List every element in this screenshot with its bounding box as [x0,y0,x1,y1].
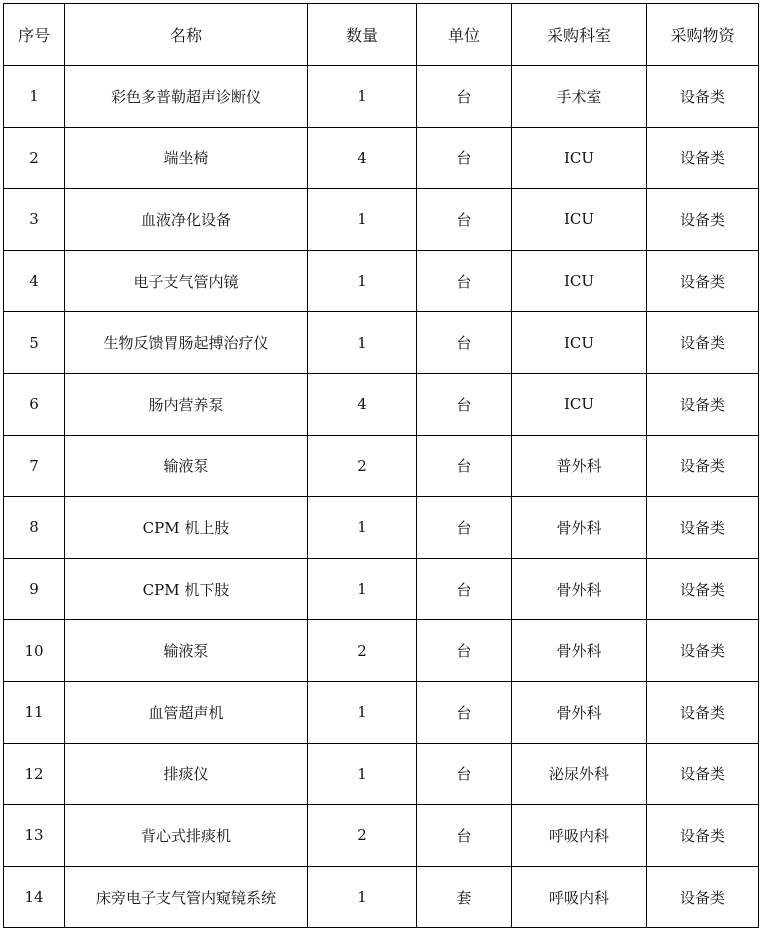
cell-serial-number: 5 [4,312,65,374]
cell-category: 设备类 [647,866,759,928]
cell-category: 设备类 [647,497,759,559]
cell-serial-number: 9 [4,558,65,620]
cell-item-name: CPM 机下肢 [65,558,308,620]
table-row [4,681,759,743]
cell-quantity: 1 [308,66,417,128]
cell-item-name: 输液泵 [65,435,308,497]
cell-department: 骨外科 [512,497,647,559]
header-category: 采购物资 [647,4,759,66]
cell-item-name: 血液净化设备 [65,189,308,251]
cell-item-name: 背心式排痰机 [65,805,308,867]
cell-quantity: 2 [308,620,417,682]
table-row [4,558,759,620]
cell-quantity: 1 [308,497,417,559]
cell-unit: 台 [417,805,512,867]
table-row [4,805,759,867]
cell-unit: 台 [417,373,512,435]
header-department: 采购科室 [512,4,647,66]
cell-item-name: 生物反馈胃肠起搏治疗仪 [65,312,308,374]
cell-serial-number: 13 [4,805,65,867]
cell-department: 泌尿外科 [512,743,647,805]
cell-quantity: 1 [308,250,417,312]
cell-item-name: CPM 机上肢 [65,497,308,559]
cell-department: 呼吸内科 [512,805,647,867]
cell-serial-number: 7 [4,435,65,497]
cell-item-name: 排痰仪 [65,743,308,805]
table-row [4,250,759,312]
cell-department: ICU [512,189,647,251]
cell-quantity: 2 [308,435,417,497]
cell-serial-number: 4 [4,250,65,312]
header-quantity: 数量 [308,4,417,66]
table-row [4,66,759,128]
cell-unit: 台 [417,497,512,559]
cell-unit: 台 [417,250,512,312]
cell-unit: 台 [417,620,512,682]
cell-item-name: 电子支气管内镜 [65,250,308,312]
table-row [4,373,759,435]
cell-item-name: 床旁电子支气管内窥镜系统 [65,866,308,928]
cell-serial-number: 14 [4,866,65,928]
cell-item-name: 彩色多普勒超声诊断仪 [65,66,308,128]
cell-serial-number: 3 [4,189,65,251]
table-row [4,620,759,682]
table-row [4,743,759,805]
cell-category: 设备类 [647,435,759,497]
cell-department: 手术室 [512,66,647,128]
cell-unit: 台 [417,435,512,497]
cell-serial-number: 12 [4,743,65,805]
cell-department: ICU [512,312,647,374]
cell-serial-number: 1 [4,66,65,128]
cell-category: 设备类 [647,127,759,189]
cell-quantity: 1 [308,189,417,251]
cell-category: 设备类 [647,558,759,620]
cell-department: 呼吸内科 [512,866,647,928]
cell-unit: 台 [417,558,512,620]
cell-category: 设备类 [647,743,759,805]
cell-item-name: 输液泵 [65,620,308,682]
cell-category: 设备类 [647,620,759,682]
cell-department: 普外科 [512,435,647,497]
cell-unit: 台 [417,127,512,189]
cell-category: 设备类 [647,805,759,867]
cell-unit: 套 [417,866,512,928]
header-unit: 单位 [417,4,512,66]
cell-quantity: 1 [308,312,417,374]
cell-quantity: 1 [308,743,417,805]
table-row [4,127,759,189]
cell-category: 设备类 [647,312,759,374]
cell-department: ICU [512,373,647,435]
table-row [4,497,759,559]
cell-department: 骨外科 [512,558,647,620]
cell-quantity: 1 [308,558,417,620]
header-row [4,4,759,66]
cell-unit: 台 [417,312,512,374]
header-item-name: 名称 [65,4,308,66]
cell-serial-number: 10 [4,620,65,682]
cell-item-name: 肠内营养泵 [65,373,308,435]
cell-serial-number: 8 [4,497,65,559]
cell-unit: 台 [417,189,512,251]
cell-serial-number: 11 [4,681,65,743]
cell-category: 设备类 [647,250,759,312]
cell-category: 设备类 [647,681,759,743]
cell-quantity: 4 [308,127,417,189]
cell-serial-number: 2 [4,127,65,189]
cell-item-name: 血管超声机 [65,681,308,743]
cell-department: 骨外科 [512,681,647,743]
table-row [4,435,759,497]
table-row [4,312,759,374]
cell-category: 设备类 [647,66,759,128]
cell-quantity: 1 [308,866,417,928]
cell-category: 设备类 [647,373,759,435]
cell-serial-number: 6 [4,373,65,435]
cell-category: 设备类 [647,189,759,251]
cell-unit: 台 [417,681,512,743]
cell-department: ICU [512,127,647,189]
header-serial-number: 序号 [4,4,65,66]
cell-department: ICU [512,250,647,312]
cell-quantity: 1 [308,681,417,743]
cell-item-name: 端坐椅 [65,127,308,189]
procurement-table [3,3,759,928]
cell-quantity: 4 [308,373,417,435]
table-row [4,189,759,251]
cell-department: 骨外科 [512,620,647,682]
cell-unit: 台 [417,743,512,805]
cell-quantity: 2 [308,805,417,867]
cell-unit: 台 [417,66,512,128]
table-row [4,866,759,928]
